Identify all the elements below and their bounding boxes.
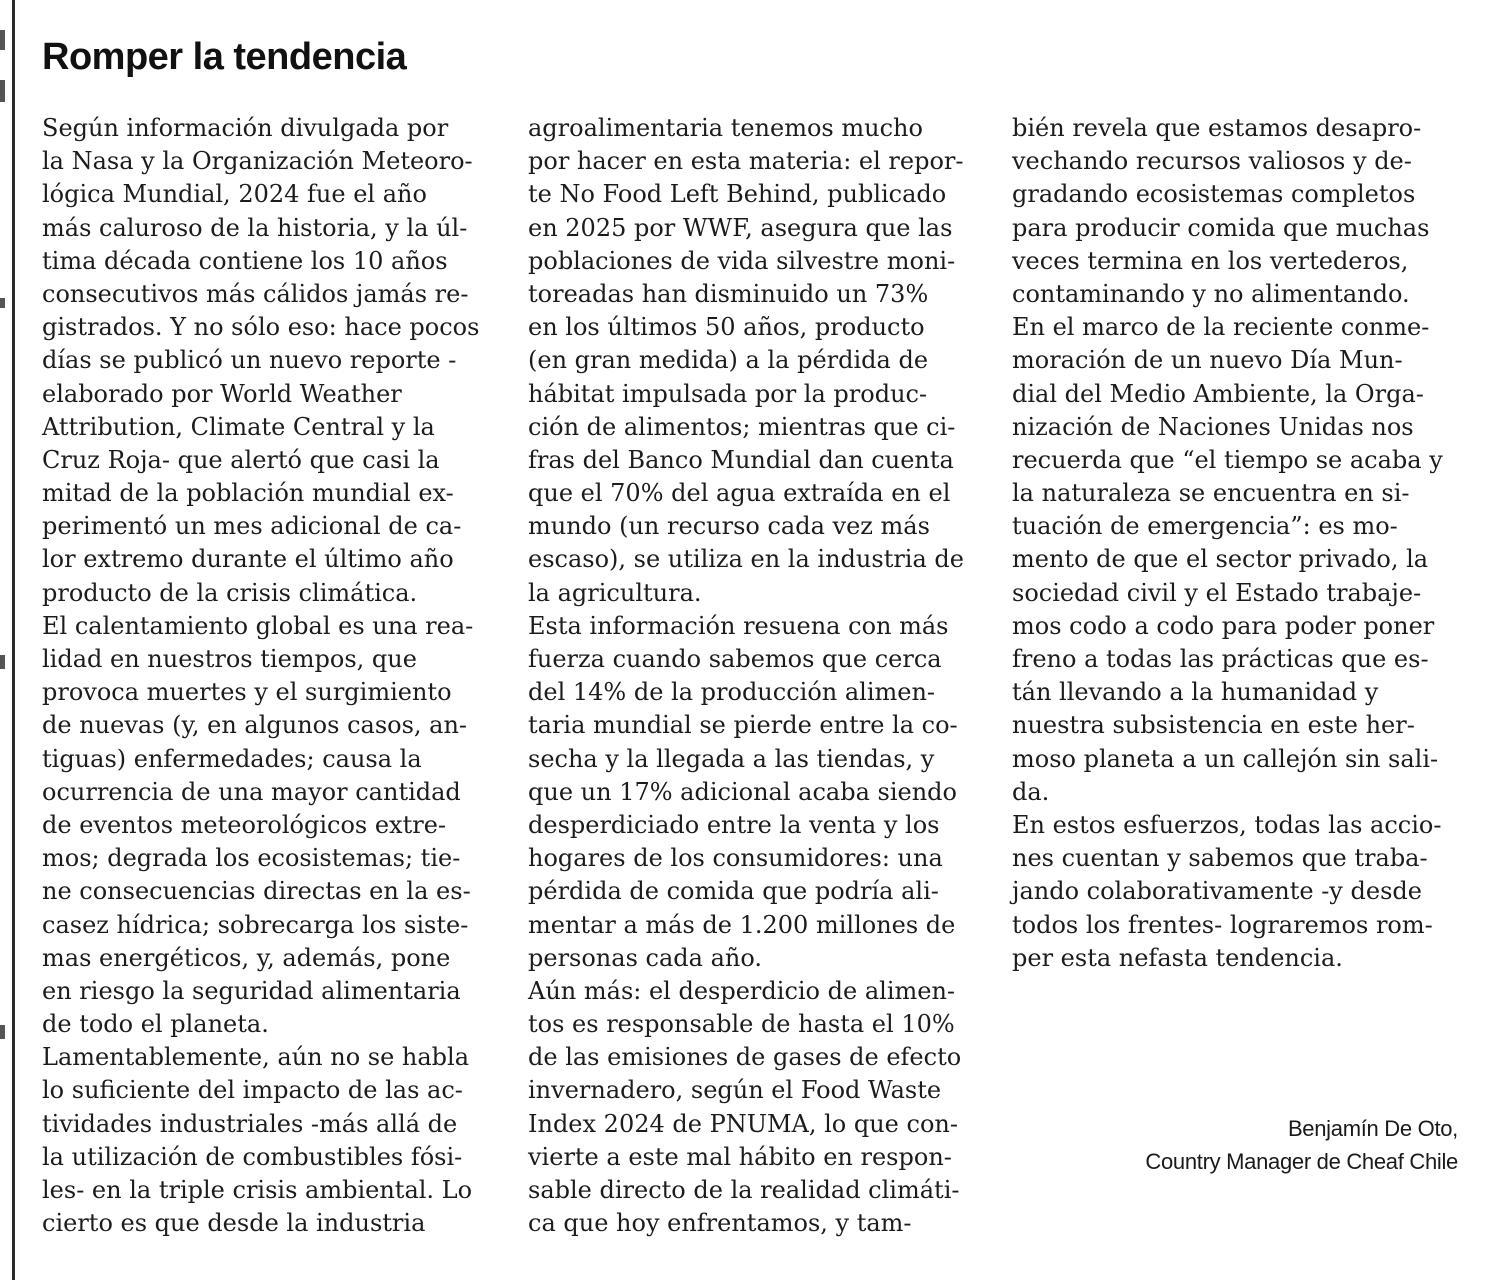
text-line: producto de la crisis climática. <box>42 578 418 607</box>
text-line: dial del Medio Ambiente, la Orga- <box>1012 379 1424 408</box>
text-line: invernadero, según el Food Waste <box>528 1076 942 1105</box>
text-line: casez hídrica; sobrecarga los siste- <box>42 910 469 939</box>
text-line: contaminando y no alimentando. <box>1012 279 1410 308</box>
text-line: lógica Mundial, 2024 fue el año <box>42 180 427 209</box>
text-line: mos; degrada los ecosistemas; tie- <box>42 844 461 873</box>
text-line: veces termina en los vertederos, <box>1012 246 1409 275</box>
article-column-3 <box>1012 112 1472 975</box>
text-line: la naturaleza se encuentra en si- <box>1012 479 1410 508</box>
text-line: Attribution, Climate Central y la <box>42 412 435 441</box>
text-line: de todo el planeta. <box>42 1010 269 1039</box>
article-column-1 <box>42 112 497 1240</box>
text-line: la agricultura. <box>528 578 702 607</box>
text-line: moso planeta a un callejón sin sali- <box>1012 744 1439 773</box>
text-line: lo suficiente del impacto de las ac- <box>42 1076 463 1105</box>
text-line: tima década contiene los 10 años <box>42 246 448 275</box>
text-line: hogares de los consumidores: una <box>528 844 943 873</box>
text-line: mento de que el sector privado, la <box>1012 545 1429 574</box>
text-line: elaborado por World Weather <box>42 379 402 408</box>
text-line: Aún más: el desperdicio de alimen- <box>528 976 956 1005</box>
text-line: mentar a más de 1.200 millones de <box>528 910 956 939</box>
text-line: lor extremo durante el último año <box>42 545 454 574</box>
text-line: por hacer en esta materia: el repor- <box>528 147 964 176</box>
text-line: cierto es que desde la industria <box>42 1209 426 1238</box>
text-line: mas energéticos, y, además, pone <box>42 943 451 972</box>
article-column-2 <box>528 112 983 1240</box>
text-line: poblaciones de vida silvestre moni- <box>528 246 956 275</box>
text-line: En estos esfuerzos, todas las accio- <box>1012 810 1442 839</box>
text-line: todos los frentes- lograremos rom- <box>1012 910 1433 939</box>
text-line: ne consecuencias directas en la es- <box>42 877 471 906</box>
text-line: sable directo de la realidad climáti- <box>528 1176 960 1204</box>
text-line: de nuevas (y, en algunos casos, an- <box>42 711 468 740</box>
edge-mark <box>0 30 5 50</box>
text-line: da. <box>1012 777 1050 806</box>
text-line: Esta información resuena con más <box>528 611 949 640</box>
text-line: per esta nefasta tendencia. <box>1012 943 1343 972</box>
text-line: en los últimos 50 años, producto <box>528 313 925 342</box>
text-line: para producir comida que muchas <box>1012 213 1430 242</box>
text-line: ción de alimentos; mientras que ci- <box>528 412 956 441</box>
byline <box>1145 1112 1458 1178</box>
text-line: gradando ecosistemas completos <box>1012 180 1416 209</box>
text-line: fuerza cuando sabemos que cerca <box>528 645 942 673</box>
text-line: ca que hoy enfrentamos, y tam- <box>528 1209 912 1238</box>
column-rule <box>12 0 15 1280</box>
text-line: Cruz Roja- que alertó que casi la <box>42 445 440 474</box>
text-line: en 2025 por WWF, asegura que las <box>528 213 953 242</box>
text-line: taria mundial se pierde entre la co- <box>528 711 958 740</box>
text-line: de las emisiones de gases de efecto <box>528 1043 962 1072</box>
text-line: desperdiciado entre la venta y los <box>528 810 940 839</box>
text-line: nización de Naciones Unidas nos <box>1012 412 1414 441</box>
text-line: provoca muertes y el surgimiento <box>42 678 452 707</box>
edge-mark <box>0 1025 5 1039</box>
text-line: recuerda que “el tiempo se acaba y <box>1012 445 1443 474</box>
text-line: escaso), se utiliza en la industria de <box>528 545 964 574</box>
text-line: días se publicó un nuevo reporte - <box>42 346 457 375</box>
text-line: En el marco de la reciente conme- <box>1012 313 1430 342</box>
text-line: tiguas) enfermedades; causa la <box>42 744 422 773</box>
text-line: que el 70% del agua extraída en el <box>528 479 951 508</box>
text-line: la Nasa y la Organización Meteoro- <box>42 147 473 176</box>
edge-mark <box>0 298 5 308</box>
text-line: que un 17% adicional acaba siendo <box>528 777 957 806</box>
text-line: nes cuentan y sabemos que traba- <box>1012 844 1428 873</box>
text-line: perimentó un mes adicional de ca- <box>42 512 462 541</box>
text-line: mitad de la población mundial ex- <box>42 479 454 508</box>
text-line: agroalimentaria tenemos mucho <box>528 114 923 142</box>
text-line: nuestra subsistencia en este her- <box>1012 711 1415 740</box>
text-line: en riesgo la seguridad alimentaria <box>42 976 461 1005</box>
text-line: te No Food Left Behind, publicado <box>528 180 947 209</box>
text-line: lidad en nuestros tiempos, que <box>42 645 417 673</box>
text-line: (en gran medida) a la pérdida de <box>528 346 929 375</box>
text-line: moración de un nuevo Día Mun- <box>1012 346 1403 375</box>
text-line: fras del Banco Mundial dan cuenta <box>528 445 954 474</box>
text-line: tividades industriales -más allá de <box>42 1109 458 1138</box>
text-line: freno a todas las prácticas que es- <box>1012 645 1429 673</box>
text-line: toreadas han disminuido un 73% <box>528 279 929 308</box>
text-line: sociedad civil y el Estado trabaje- <box>1012 578 1422 607</box>
text-line: les- en la triple crisis ambiental. Lo <box>42 1176 473 1204</box>
text-line: tos es responsable de hasta el 10% <box>528 1010 955 1039</box>
text-line: personas cada año. <box>528 943 762 972</box>
text-line: del 14% de la producción alimen- <box>528 678 936 707</box>
text-line: la utilización de combustibles fósi- <box>42 1142 463 1171</box>
article-title: Romper la tendencia <box>42 36 407 78</box>
edge-mark <box>0 655 5 669</box>
text-line: secha y la llegada a las tiendas, y <box>528 744 935 773</box>
text-line: Index 2024 de PNUMA, lo que con- <box>528 1109 958 1138</box>
text-line: mos codo a codo para poder poner <box>1012 611 1435 640</box>
edge-mark <box>0 80 5 102</box>
text-line: Lamentablemente, aún no se habla <box>42 1043 470 1072</box>
text-line: jando colaborativamente -y desde <box>1012 877 1422 906</box>
text-line: vierte a este mal hábito en respon- <box>528 1142 952 1171</box>
text-line: El calentamiento global es una rea- <box>42 611 474 640</box>
text-line: hábitat impulsada por la produc- <box>528 379 928 408</box>
text-line: más caluroso de la historia, y la úl- <box>42 213 468 242</box>
text-line: tuación de emergencia”: es mo- <box>1012 512 1398 541</box>
text-line: de eventos meteorológicos extre- <box>42 810 447 839</box>
text-line: pérdida de comida que podría ali- <box>528 877 939 906</box>
text-line: gistrados. Y no sólo eso: hace pocos <box>42 313 480 342</box>
byline-author: Benjamín De Oto, <box>1287 1116 1458 1141</box>
text-line: ocurrencia de una mayor cantidad <box>42 777 461 806</box>
text-line: mundo (un recurso cada vez más <box>528 512 930 541</box>
text-line: consecutivos más cálidos jamás re- <box>42 279 469 308</box>
text-line: Según información divulgada por <box>42 114 449 142</box>
byline-role: Country Manager de Cheaf Chile <box>1145 1149 1458 1174</box>
text-line: vechando recursos valiosos y de- <box>1012 147 1412 176</box>
text-line: bién revela que estamos desapro- <box>1012 114 1422 142</box>
text-line: tán llevando a la humanidad y <box>1012 678 1379 707</box>
